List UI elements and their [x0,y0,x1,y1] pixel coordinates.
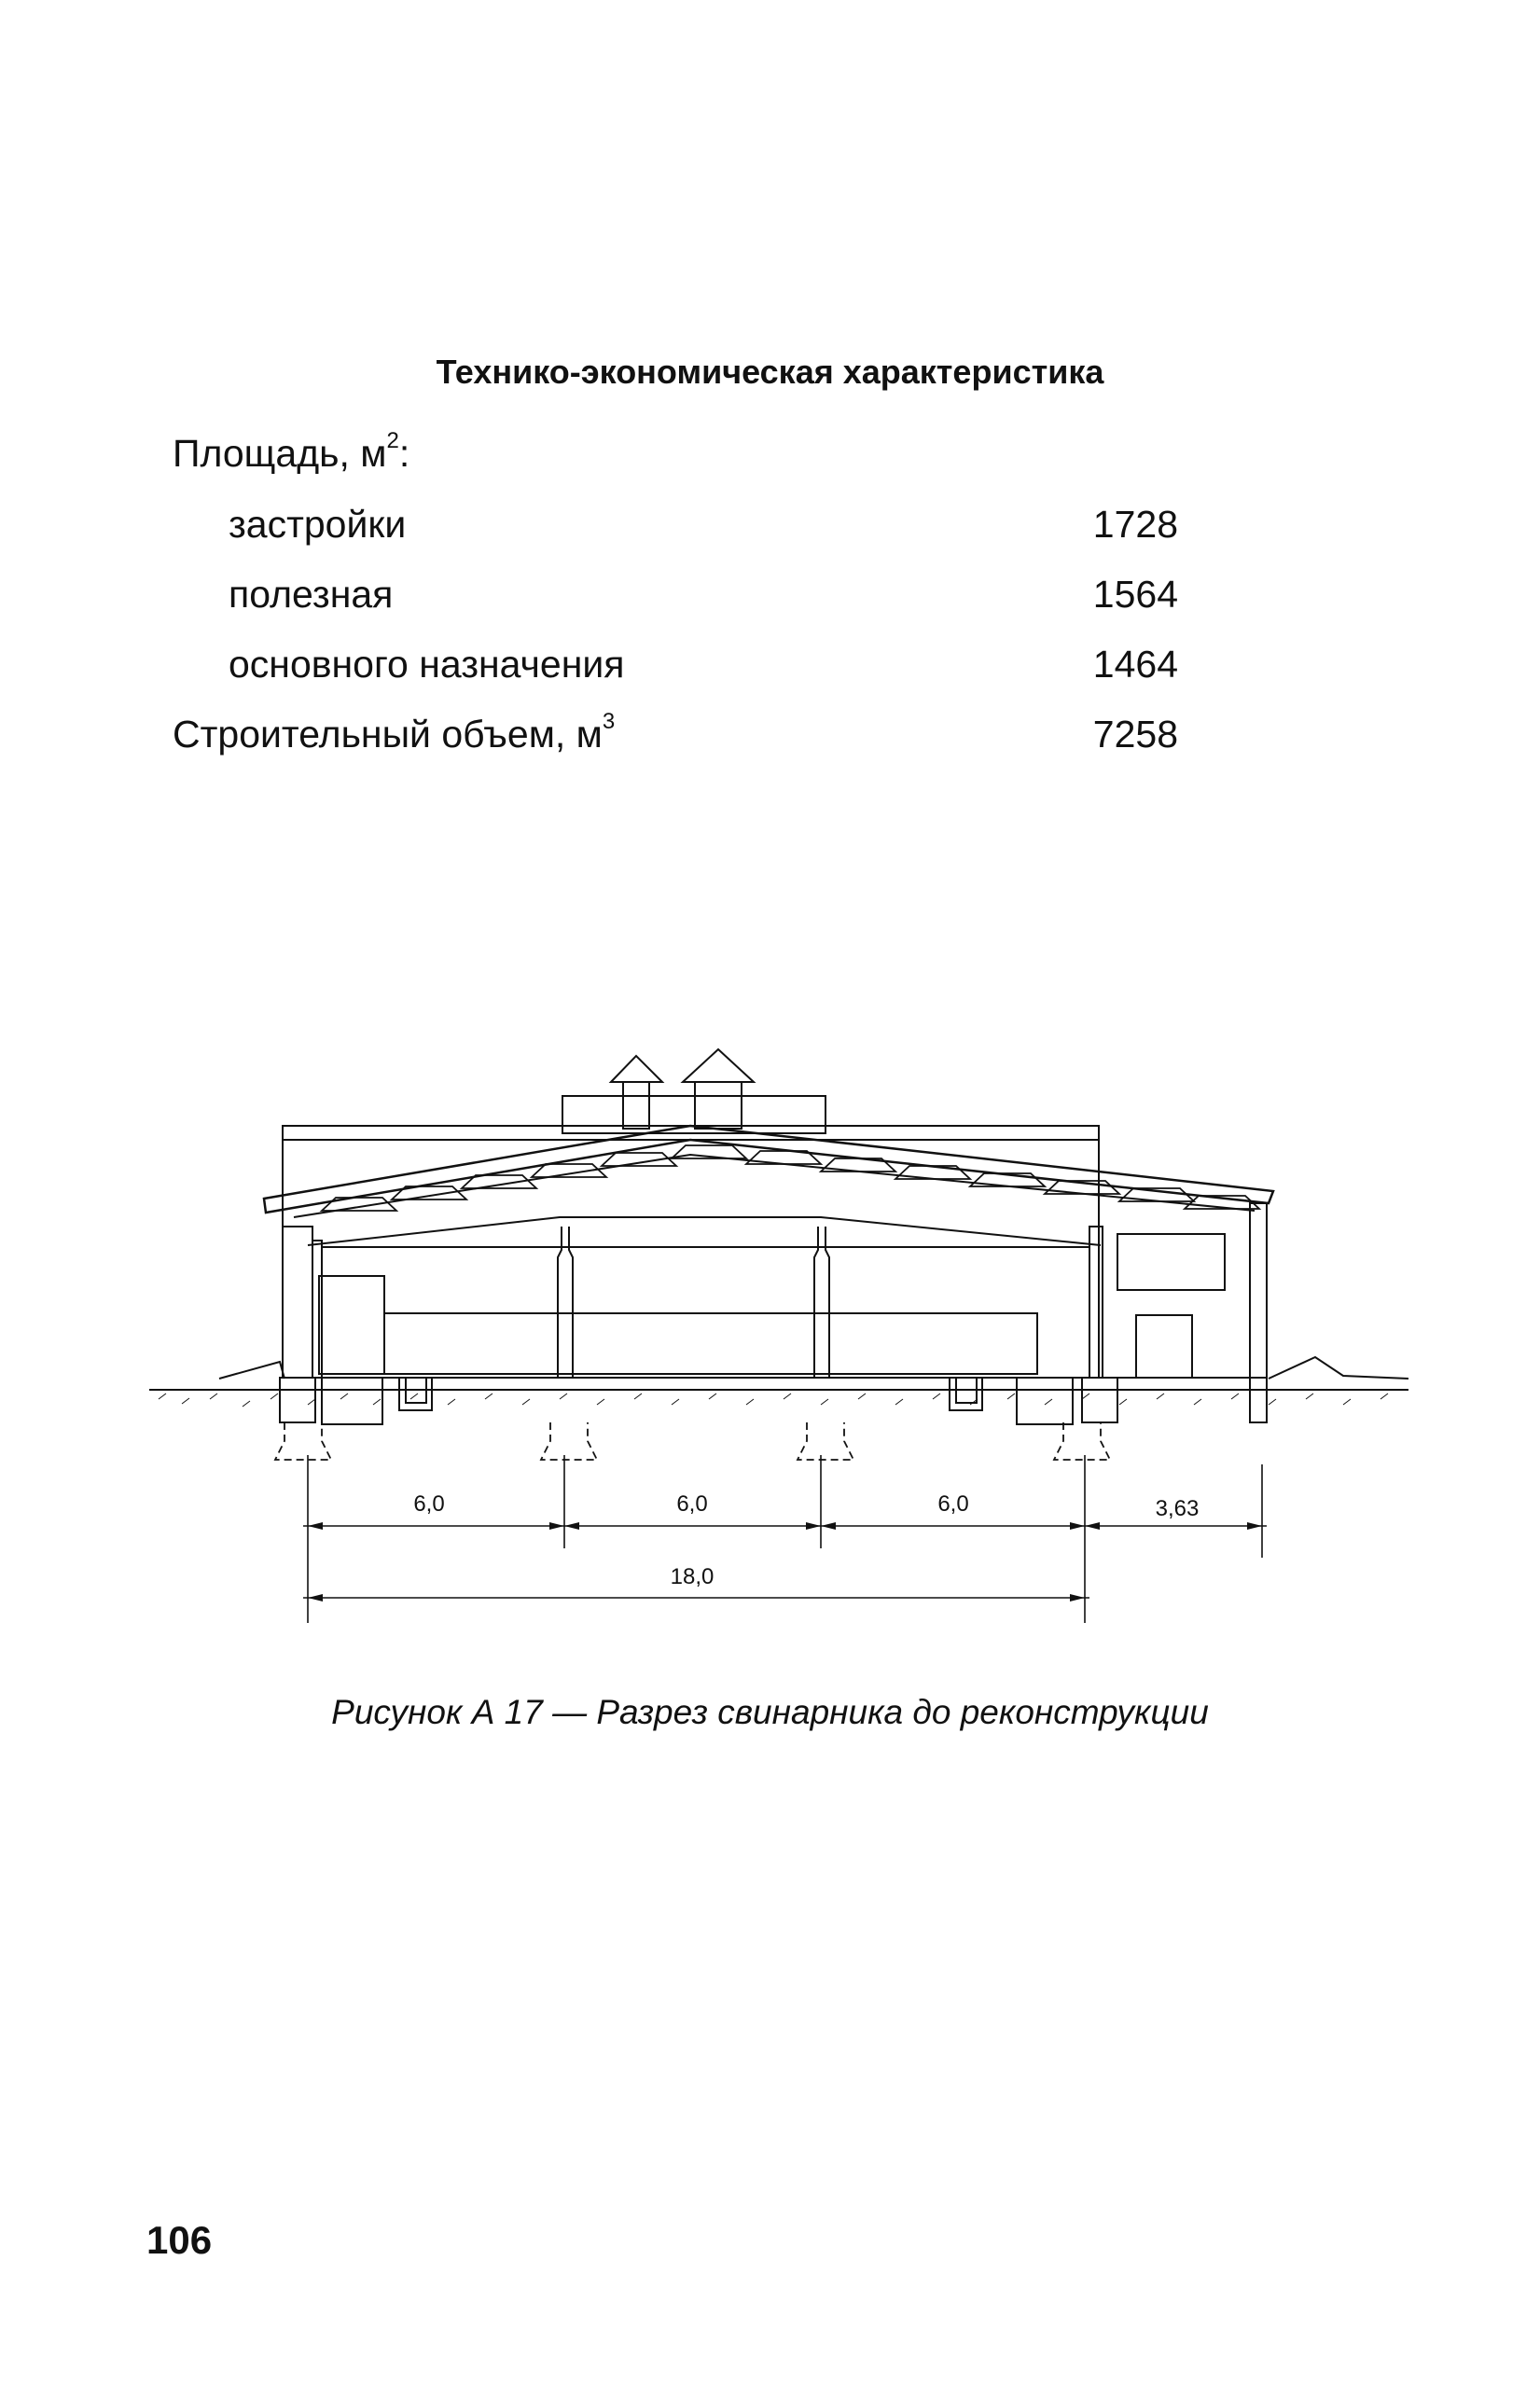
roof [264,1126,1273,1245]
page-number: 106 [146,2218,213,2262]
dimension-lines [303,1455,1267,1623]
figure-caption: Рисунок А 17 — Разрез свинарника до реконструкции [331,1693,1209,1731]
building-section-drawing [0,1007,1540,1642]
section-heading: Технико-экономическая характеристика [436,353,1104,391]
walls-columns [283,1203,1267,1379]
row-label: застройки [229,503,407,546]
area-label: Площадь, $м^2$: [173,428,410,475]
dimension-labels [413,1491,1199,1589]
total-dimension-label: 18,0 [670,1564,715,1589]
foundations [275,1422,1110,1460]
volume-label: Строительный объем, $м^3$ [173,709,616,756]
row-label: основного назначения [229,643,625,686]
dimension-label: 6,0 [937,1491,969,1517]
row-label: полезная [229,573,394,616]
floor-trenches [280,1378,1267,1424]
ground [149,1357,1408,1407]
ventilation-shafts [562,1049,825,1133]
dimension-label: 6,0 [413,1491,445,1517]
volume-value: 7258 [1092,713,1178,756]
row-value: 1464 [1092,643,1178,686]
row-value: 1564 [1092,573,1178,616]
row-value: 1728 [1092,503,1178,546]
rear-wall [283,1126,1099,1378]
dimension-label: 6,0 [676,1491,708,1517]
ground-hatch [159,1394,1388,1407]
dimension-label: 3,63 [1155,1496,1200,1521]
